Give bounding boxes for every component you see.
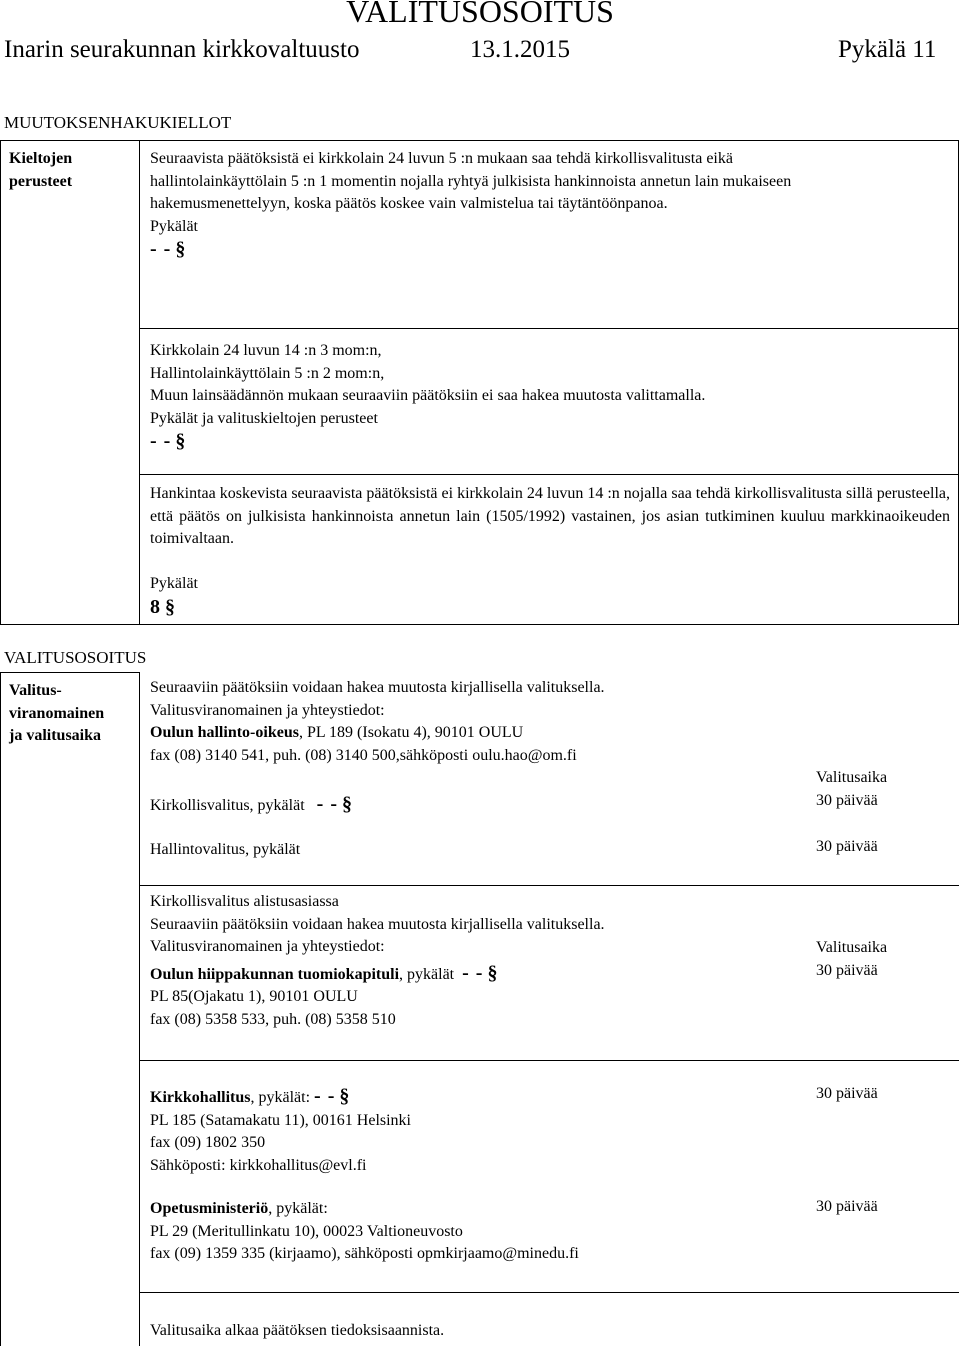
text-line: Seuraaviin päätöksiin voidaan hakea muutosta kirjallisella valituksella. bbox=[150, 679, 605, 696]
side-label-line: perusteet bbox=[9, 172, 73, 190]
box1-top-border bbox=[0, 140, 959, 141]
appeal-time-value: 30 päivää bbox=[816, 791, 878, 809]
section-sign-icon: § bbox=[339, 1085, 351, 1107]
box2-left-border bbox=[0, 672, 1, 1346]
section-sign-icon: § bbox=[175, 238, 187, 260]
sections-label: Pykälät bbox=[150, 575, 198, 592]
authority-address: PL 85(Ojakatu 1), 90101 OULU bbox=[150, 988, 358, 1005]
section-marks-text: - - bbox=[462, 961, 484, 984]
section-sign-icon: § bbox=[175, 430, 187, 452]
sections-marks bbox=[150, 238, 791, 263]
prohibitions-paragraph-1 bbox=[150, 148, 791, 263]
text-line: Kirkollisvalitus alistusasiassa bbox=[150, 893, 339, 910]
prohibitions-side-label bbox=[9, 148, 72, 193]
text-line: hakemusmenettelyyn, koska päätös koskee vain valmistelua tai täytäntöönpanoa. bbox=[150, 195, 668, 212]
appeal-footer-note: Valitusaika alkaa päätöksen tiedoksisaannista. bbox=[150, 1322, 445, 1339]
authority-contact: Sähköposti: kirkkohallitus@evl.fi bbox=[150, 1156, 367, 1174]
box2-row-separator-2 bbox=[139, 1060, 959, 1061]
section-sign-icon: § bbox=[487, 961, 499, 984]
appeal-time-value: 30 päivää bbox=[816, 961, 878, 979]
authority-line bbox=[150, 962, 605, 987]
appeal-item-church-appeal bbox=[150, 793, 353, 818]
appeal-block-2 bbox=[150, 891, 605, 1031]
document-title: VALITUSOSOITUS bbox=[346, 0, 614, 29]
section-sign-icon: § bbox=[165, 595, 176, 618]
appeal-time-label: Valitusaika bbox=[816, 769, 888, 786]
side-label-line: Valitus- bbox=[9, 682, 62, 699]
authority-contact: fax (09) 1359 335 (kirjaamo), sähköposti opmkirjaamo@minedu.fi bbox=[150, 1245, 579, 1262]
text-line: Seuraaviin päätöksiin voidaan hakea muutosta kirjallisella valituksella. bbox=[150, 915, 605, 933]
appeal-time-value: 30 päivää bbox=[816, 838, 878, 855]
prohibitions-paragraph-3: Hankintaa koskevista seuraavista päätöksistä ei kirkkolain 24 luvun 14 :n nojalla saa tehdä kirkollisvalitusta sillä perusteella, että päätös on julkisista hankinnoista annetun lain (1505/1992) vastainen, jos asian tutkiminen kuuluu markkinaoikeuden toimivaltaan. bbox=[150, 485, 950, 547]
text-line: Valitusviranomainen ja yhteystiedot: bbox=[150, 938, 385, 955]
appeal-side-label bbox=[9, 680, 104, 748]
authority-address: , PL 189 (Isokatu 4), 90101 OULU bbox=[298, 724, 524, 741]
authority-line bbox=[150, 722, 605, 745]
appeal-item-label: Kirkollisvalitus, pykälät bbox=[150, 797, 305, 814]
section-sign-icon: § bbox=[341, 793, 353, 815]
appeal-time-column-1 bbox=[816, 767, 887, 812]
appeal-block-1 bbox=[150, 677, 605, 767]
section-marks-text: - - bbox=[316, 793, 338, 815]
authority-contact: fax (09) 1802 350 bbox=[150, 1134, 266, 1151]
text-line: Muun lainsäädännön mukaan seuraaviin päätöksiin ei saa hakea muutosta valittamalla. bbox=[150, 387, 706, 404]
section-marks-text: - - bbox=[150, 430, 172, 452]
sections-label: Pykälät ja valituskieltojen perusteet bbox=[150, 409, 378, 427]
box1-row-separator-2 bbox=[139, 474, 959, 475]
prohibitions-paragraph-2 bbox=[150, 340, 705, 455]
header-section: Pykälä 11 bbox=[838, 36, 937, 63]
side-label-line: ja valitusaika bbox=[9, 727, 102, 744]
sections-label: Pykälät bbox=[150, 217, 198, 235]
appeal-block-3 bbox=[150, 1085, 411, 1177]
section-marks-text: - - bbox=[150, 238, 172, 260]
authority-sections-label: , pykälät: bbox=[250, 1089, 311, 1106]
prohibitions-heading: MUUTOKSENHAKUKIELLOT bbox=[4, 113, 232, 132]
text-line: Seuraavista päätöksistä ei kirkkolain 24 luvun 5 :n mukaan saa tehdä kirkollisvalitusta eikä bbox=[150, 150, 733, 167]
prohibitions-paragraph-3-label bbox=[150, 573, 198, 620]
section-marks-text: - - bbox=[314, 1085, 336, 1107]
section-marks-text: 8 bbox=[150, 595, 161, 618]
header-line bbox=[4, 35, 937, 65]
box2-divider bbox=[139, 672, 140, 1346]
sections-marks bbox=[150, 430, 705, 455]
appeal-item-admin-appeal: Hallintovalitus, pykälät bbox=[150, 841, 301, 858]
box2-row-separator-3 bbox=[139, 1292, 959, 1293]
box2-row-separator-1 bbox=[139, 885, 959, 886]
appeal-time-value: 30 päivää bbox=[816, 1085, 878, 1102]
side-label-line: Kieltojen bbox=[9, 150, 73, 167]
authority-name: Oulun hiippakunnan tuomiokapituli bbox=[150, 965, 400, 983]
appeal-heading: VALITUSOSOITUS bbox=[4, 648, 147, 667]
appeal-time-value: 30 päivää bbox=[816, 1198, 878, 1215]
box2-top-left-border bbox=[0, 672, 140, 673]
authority-address: PL 29 (Meritullinkatu 10), 00023 Valtioneuvosto bbox=[150, 1222, 463, 1240]
authority-address: PL 185 (Satamakatu 11), 00161 Helsinki bbox=[150, 1111, 411, 1129]
authority-sections-label: , pykälät: bbox=[268, 1200, 328, 1217]
authority-line bbox=[150, 1085, 411, 1110]
box1-row-separator-1 bbox=[139, 328, 959, 329]
box1-divider bbox=[139, 140, 140, 625]
authority-name: Opetusministeriö bbox=[150, 1200, 269, 1217]
header-date: 13.1.2015 bbox=[470, 36, 570, 63]
authority-name: Oulun hallinto-oikeus bbox=[150, 724, 299, 741]
appeal-time-column-2 bbox=[816, 937, 887, 982]
appeal-time-label: Valitusaika bbox=[816, 939, 888, 956]
appeal-block-4 bbox=[150, 1198, 579, 1266]
box1-right-border bbox=[958, 140, 959, 625]
text-line: Kirkkolain 24 luvun 14 :n 3 mom:n, bbox=[150, 342, 382, 359]
text-line: hallintolainkäyttölain 5 :n 1 momentin nojalla ryhtyä julkisista hankinnoista annetun lain mukaiseen bbox=[150, 172, 792, 190]
side-label-line: viranomainen bbox=[9, 704, 105, 722]
header-organization: Inarin seurakunnan kirkkovaltuusto bbox=[4, 36, 360, 63]
authority-contact: fax (08) 5358 533, puh. (08) 5358 510 bbox=[150, 1010, 396, 1028]
sections-marks bbox=[150, 596, 198, 621]
box1-bottom-border bbox=[0, 624, 959, 625]
authority-name: Kirkkohallitus bbox=[150, 1089, 251, 1106]
text-line: Hallintolainkäyttölain 5 :n 2 mom:n, bbox=[150, 364, 385, 382]
box1-left-border bbox=[0, 140, 1, 625]
authority-line bbox=[150, 1198, 579, 1221]
authority-sections-label: , pykälät bbox=[399, 965, 455, 983]
text-line: Valitusviranomainen ja yhteystiedot: bbox=[150, 701, 385, 719]
authority-contact: fax (08) 3140 541, puh. (08) 3140 500,sähköposti oulu.hao@om.fi bbox=[150, 746, 577, 764]
